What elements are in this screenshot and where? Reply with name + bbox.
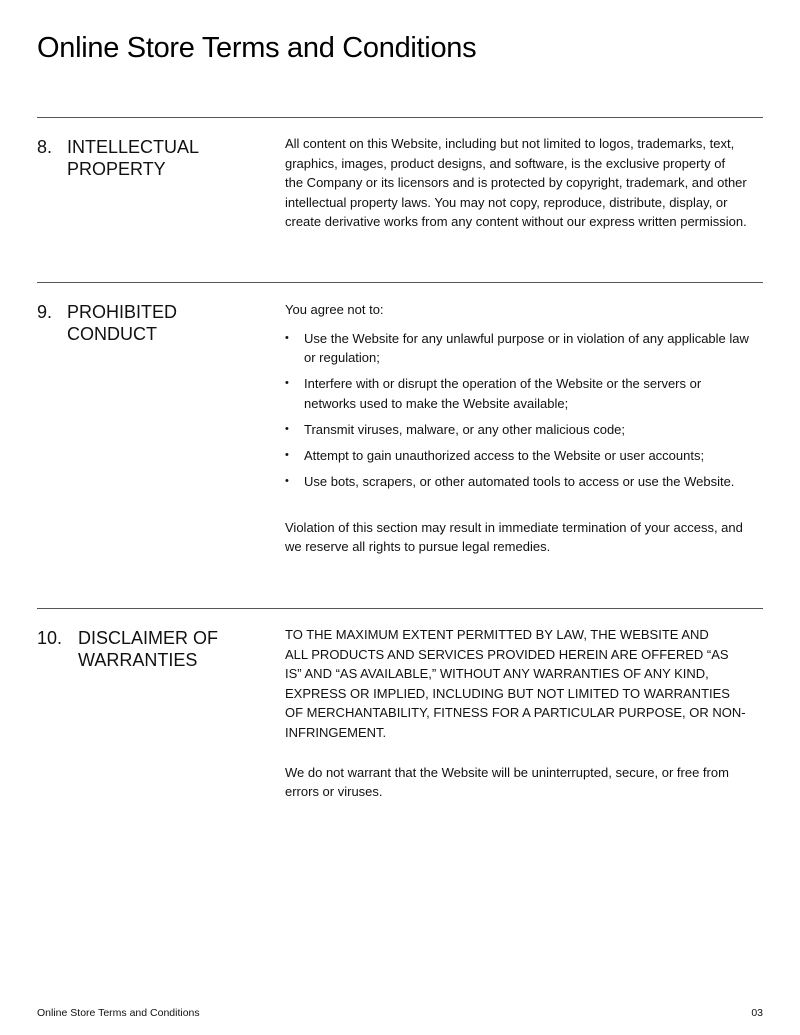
- section-number: 10.: [37, 628, 63, 648]
- section-divider: [37, 608, 763, 609]
- section-paragraph: TO THE MAXIMUM EXTENT PERMITTED BY LAW, THE WEBSITE AND ALL PRODUCTS AND SERVICES PROVIDED HEREIN ARE OFFERED “AS IS” AND “AS AVAILABLE,” WITHOUT ANY WARRANTIES OF ANY KIND, EXPRESS OR IMPLIED, INCLUDING BUT NOT LIMITED TO WARRANTIES OF MERCHANTABILITY, FITNESS FOR A PARTICULAR PURPOSE, OR NON- INFRINGEMENT.: [285, 627, 746, 740]
- section-9-body: [285, 300, 765, 557]
- list-item: • Attempt to gain unauthorized access to the Website or user accounts;: [285, 448, 705, 464]
- section-8-body: [285, 134, 765, 232]
- section-10-heading: [37, 627, 218, 671]
- section-paragraph: We do not warrant that the Website will be uninterrupted, secure, or free from errors or viruses.: [285, 764, 729, 800]
- section-title: PROHIBITED CONDUCT: [67, 302, 178, 344]
- footer-title: Online Store Terms and Conditions: [37, 1007, 200, 1019]
- section-title: INTELLECTUAL PROPERTY: [67, 137, 200, 179]
- page-title: Online Store Terms and Conditions: [37, 32, 477, 64]
- prohibited-list: [285, 329, 765, 492]
- section-8-heading: [37, 136, 199, 180]
- section-intro: You agree not to:: [285, 302, 384, 317]
- list-item: • Transmit viruses, malware, or any other malicious code;: [285, 421, 626, 437]
- section-9-heading: [37, 301, 177, 345]
- section-title: DISCLAIMER OF WARRANTIES: [78, 628, 219, 670]
- section-paragraph: All content on this Website, including but not limited to logos, trademarks, text, graphics, images, product designs, and software, is the exclusive property of the Company or its licensors and is protected by copyright, trademark, and other intellectual property laws. You may not copy, reproduce, distribute, display, or create derivative works from any content without our express written permission.: [285, 136, 747, 230]
- section-divider: [37, 282, 763, 283]
- section-10-body: [285, 625, 765, 802]
- section-number: 9.: [37, 302, 53, 322]
- section-divider: [37, 117, 763, 118]
- section-number: 8.: [37, 137, 53, 157]
- list-item: • Use the Website for any unlawful purpose or in violation of any applicable law or regulation;: [285, 330, 749, 366]
- page-number: 03: [751, 1007, 763, 1019]
- list-item: • Use bots, scrapers, or other automated tools to access or use the Website.: [285, 474, 735, 490]
- section-closing: Violation of this section may result in immediate termination of your access, and we reserve all rights to pursue legal remedies.: [285, 519, 743, 555]
- list-item: • Interfere with or disrupt the operation of the Website or the servers or networks used to make the Website available;: [285, 376, 702, 411]
